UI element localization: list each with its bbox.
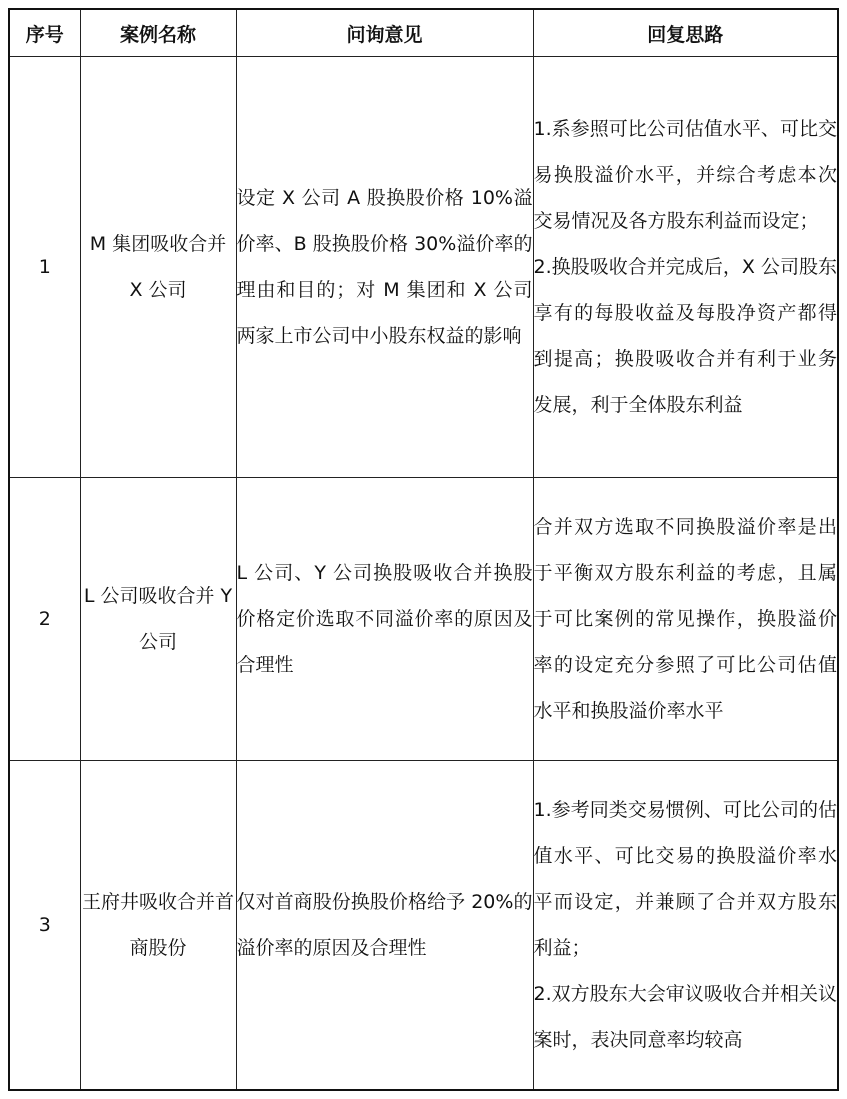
table-row (9, 761, 838, 1091)
reply-cell (533, 761, 838, 1091)
header-seq: 序号 (9, 9, 80, 57)
seq-cell: 3 (9, 761, 80, 1091)
table-row (9, 478, 838, 761)
inquiry-cell: 仅对首商股份换股价格给予 20%的溢价率的原因及合理性 (236, 761, 533, 1091)
reply-cell (533, 57, 838, 478)
table-header-row (9, 9, 838, 57)
case-table (8, 8, 839, 1091)
seq-cell: 1 (9, 57, 80, 478)
reply-point: 1.系参照可比公司估值水平、可比交易换股溢价水平，并综合考虑本次交易情况及各方股东利益而设定； (533, 118, 837, 232)
header-inquiry: 问询意见 (236, 9, 533, 57)
case-name-cell: L 公司吸收合并 Y 公司 (80, 478, 236, 761)
reply-point: 2.双方股东大会审议吸收合并相关议案时，表决同意率均较高 (533, 983, 837, 1051)
case-name-cell: 王府井吸收合并首商股份 (80, 761, 236, 1091)
header-case-name: 案例名称 (80, 9, 236, 57)
reply-cell (533, 478, 838, 761)
reply-point: 2.换股吸收合并完成后，X 公司股东享有的每股收益及每股净资产都得到提高；换股吸收合并有利于业务发展，利于全体股东利益 (533, 256, 837, 416)
seq-cell: 2 (9, 478, 80, 761)
case-name-cell: M 集团吸收合并 X 公司 (80, 57, 236, 478)
reply-point: 1.参考同类交易惯例、可比公司的估值水平、可比交易的换股溢价率水平而设定，并兼顾了合并双方股东利益； (533, 799, 837, 959)
inquiry-cell: L 公司、Y 公司换股吸收合并换股价格定价选取不同溢价率的原因及合理性 (236, 478, 533, 761)
header-reply: 回复思路 (533, 9, 838, 57)
reply-point: 合并双方选取不同换股溢价率是出于平衡双方股东利益的考虑，且属于可比案例的常见操作，换股溢价率的设定充分参照了可比公司估值水平和换股溢价率水平 (533, 516, 837, 722)
inquiry-cell: 设定 X 公司 A 股换股价格 10%溢价率、B 股换股价格 30%溢价率的理由和目的；对 M 集团和 X 公司两家上市公司中小股东权益的影响 (236, 57, 533, 478)
table-row (9, 57, 838, 478)
